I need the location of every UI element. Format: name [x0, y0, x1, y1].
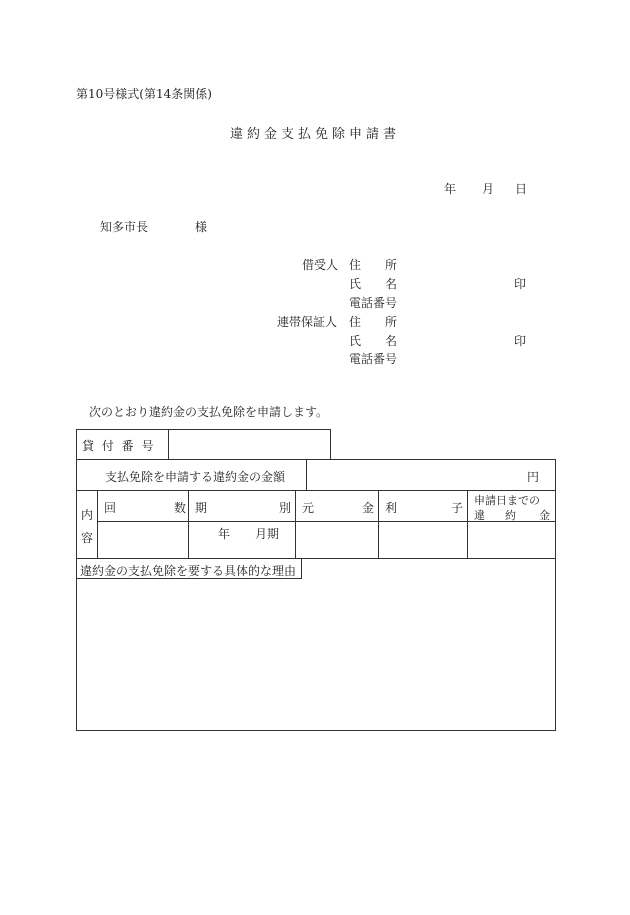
count-field[interactable] [100, 524, 185, 556]
col-interest-label-1: 利 [385, 501, 398, 515]
col-period-label-2: 別 [279, 501, 292, 515]
principal-field[interactable] [298, 524, 375, 556]
col-divider-3 [378, 490, 379, 558]
borrower-name-label-1: 氏 [349, 277, 362, 291]
addressee-suffix: 様 [195, 220, 208, 234]
col-principal-label-1: 元 [302, 501, 315, 515]
interest-field[interactable] [381, 524, 464, 556]
borrower-label: 借受人 [302, 258, 339, 272]
amount-divider [306, 459, 307, 490]
period-field[interactable] [191, 524, 292, 556]
col-divider-2 [295, 490, 296, 558]
col-count-label-2: 数 [174, 501, 187, 515]
period-month-label: 月期 [255, 527, 280, 541]
amount-label: 支払免除を申請する違約金の金額 [105, 470, 286, 484]
reason-label: 違約金の支払免除を要する具体的な理由 [80, 564, 297, 578]
guarantor-address-label-2: 所 [385, 315, 398, 329]
guarantor-label: 連帯保証人 [277, 315, 338, 329]
loan-number-divider [168, 429, 169, 460]
col-penalty-label-2-1: 違 [474, 509, 485, 522]
borrower-address-label-2: 所 [385, 258, 398, 272]
col-principal-label-2: 金 [362, 501, 375, 515]
col-penalty-label-line1: 申請日までの [474, 494, 540, 507]
col-count-label-1: 回 [104, 501, 117, 515]
col-period-label-1: 期 [195, 501, 208, 515]
borrower-phone-label: 電話番号 [349, 296, 398, 310]
period-year-label: 年 [218, 527, 231, 541]
guarantor-name-label-1: 氏 [349, 334, 362, 348]
guarantor-phone-label: 電話番号 [349, 352, 398, 366]
content-label-1: 内 [81, 508, 94, 522]
addressee: 知多市長 [100, 220, 149, 234]
form-number: 第10号様式(第14条関係) [76, 87, 212, 101]
borrower-address-label-1: 住 [349, 258, 362, 272]
col-penalty-label-2-3: 金 [539, 509, 550, 522]
amount-unit: 円 [527, 470, 540, 484]
intro-text: 次のとおり違約金の支払免除を申請します。 [89, 405, 329, 419]
document-title: 違約金支払免除申請書 [229, 127, 400, 142]
borrower-name-label-2: 名 [385, 277, 398, 291]
loan-number-field[interactable] [172, 431, 327, 458]
date-day-label: 日 [515, 182, 528, 196]
guarantor-name-label-2: 名 [385, 334, 398, 348]
penalty-field[interactable] [470, 524, 553, 556]
guarantor-address-label-1: 住 [349, 315, 362, 329]
amount-row-bottom-line [76, 490, 556, 491]
content-label-divider [97, 490, 98, 558]
reason-field[interactable] [80, 582, 552, 727]
amount-field[interactable] [310, 462, 520, 488]
col-divider-1 [188, 490, 189, 558]
borrower-seal-mark: 印 [514, 277, 527, 291]
date-year-label: 年 [444, 182, 457, 196]
col-penalty-label-2-2: 約 [505, 509, 516, 522]
loan-number-label: 貸 付 番 号 [82, 439, 156, 453]
col-interest-label-2: 子 [451, 501, 464, 515]
col-divider-4 [467, 490, 468, 558]
guarantor-seal-mark: 印 [514, 334, 527, 348]
content-header-line [97, 521, 556, 522]
content-label-2: 容 [81, 531, 94, 545]
date-month-label: 月 [482, 182, 495, 196]
